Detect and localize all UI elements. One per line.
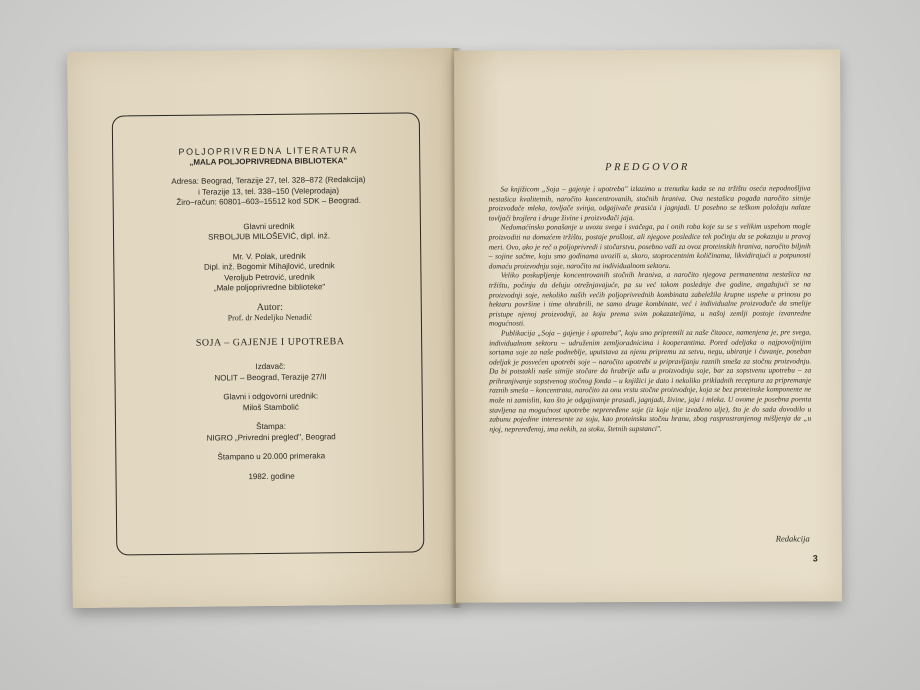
publisher-name: NOLIT – Beograd, Terazije 27/II: [214, 371, 327, 383]
responsible-editor-name: Miloš Stambolić: [242, 402, 299, 412]
responsible-editor-label: Glavni i odgovorni urednik:: [223, 391, 319, 402]
book-title: SOJA – GAJENJE I UPOTREBA: [195, 335, 345, 349]
author-label: Autor:: [256, 301, 283, 313]
page-number: 3: [812, 553, 818, 564]
paragraph: Publikacija „Soja – gajenje i upotreba", koju smo pripremili za naše čitaoce, namenjena je, pre svega, individualnom sektoru – udruženim zemljoradnicima i kooperantima. Pored odeljaka o najpovoljnijim sortama soje za naše podneblje, uputstava za njenu pripremu za setvu, negu, ubiranje i čuvanje, poseban odeljak je posvećen upotrebi soje – naročito upotrebi u pripravljanju raznih smeša za stočnu proizvodnju. Da bi potstakli naše sitnije stočare da hrabrije uđu u proizvodnju soje, bar za sopstvenu upotrebu – za prihranjivanje sopstvenog stočnog fonda – u knjižici je dato i nekoliko prikladnih receptura za pripremanje raznih smeša – koncentrata, naročito za onu vrstu stočne proizvodnje, koja se bez proteinske komponente ne može ni zamisliti, kao što je odgajivanje prasadi, jagnjadi, živine, jaja i mleka. U ovome je posebna poenta stavljena na mogućnost upotrebe nepreređene soje (iz koje nije izvađeno ulje), što je do sada dovodilo u zabunu pojedine interesente za soju, kao proteinsku stočnu hranu, zbog rasprostranjenog mišljenja da „u njoj, nepreređenoj, ima nekih, za stoku, štetnih supstanci".: [489, 327, 812, 434]
imprint-block: [126, 144, 414, 483]
publisher-label: Izdavač:: [255, 361, 286, 372]
paragraph: Veliko poskupljenje koncentrovanih stočnih hraniva, a naročito njegova permanentna nestašica na tržištu, počinju da deluju otrežnjavajuće, pa su već tokom poslednje dve godine, angažujući se na proizvodnji soje, nekoliko naših većih poljoprivrednih kombinata zabeležila krupne uspehe u prinosu po hektaru površine i time ohrabrili, ne samo druge kombinate, već i individualne proizvođače da smelije pristupe njenoj proizvodnji, za koju prema svim pokazateljima, u našoj zemlji postoje izvanredne mogućnosti.: [488, 269, 811, 328]
editor-name: SRBOLJUB MILOŠEVIĆ, dipl. inž.: [208, 231, 330, 242]
foreword-text: [489, 183, 812, 434]
series-name: POLJOPRIVREDNA LITERATURA: [178, 145, 358, 157]
paragraph: Nedomaćinsko ponašanje u uvozu svega i svačega, pa i onih roba koje su se s velikim uspehom mogle proizvoditi na domaćem tržištu, postaje prošlost, ali njegove posledice tek počinju da se pokazuju u pravoj meri. Ovo, ako je reč o poljoprivredi i stočarstvu, posebno važi za ovoz proteinskih hraniva, naročito biljnih – sojine sačme, koju smo godinama uvozili u, skoro, stoprocentnim količinama, likvidirajući u potpunosti domaću proizvodnju soje, naročito na individualnom sektoru.: [488, 221, 811, 271]
library-name: „MALA POLJOPRIVREDNA BIBLIOTEKA": [189, 155, 348, 167]
editor-line: „Male poljoprivredne biblioteke": [213, 282, 326, 293]
paragraph: Sa knjižicom „Soja – gajenje i upotreba" izlazimo u trenutku kada se na tržištu oseća nepodnošljiva nestašica kvalitetnih, naročito koncentrovanih, stočnih hraniva. Ova nestašica pogađa naročito sitnije proizvođače mleka, tovljače svinja, odgajivače prasića i jagnjadi. U posebno se teškom položaju nalaze tovljači brojlera i druge živine i proizvođači jaja.: [488, 183, 811, 223]
signature: Redakcija: [775, 533, 810, 544]
address-line: Žiro–račun: 60801–603–15512 kod SDK – Beograd.: [176, 195, 361, 207]
page-heading: PREDGOVOR: [605, 161, 690, 174]
right-page: [454, 49, 842, 602]
address-line: i Terazije 13, tel. 338–150 (Veleprodaja): [198, 185, 340, 197]
print-run: Štampano u 20.000 primeraka: [217, 451, 326, 462]
editor-line: Veroljub Petrović, urednik: [224, 271, 315, 282]
print-label: Štampa:: [256, 421, 286, 432]
editor-label: Glavni urednik: [243, 221, 295, 231]
author-name: Prof. dr Nedeljko Nenadić: [227, 312, 313, 323]
editor-line: Mr. V. Polak, urednik: [232, 251, 306, 261]
printer-name: NIGRO „Privredni pregled", Beograd: [206, 431, 336, 443]
publication-year: 1982. godine: [248, 471, 295, 481]
address-line: Adresa: Beograd, Terazije 27, tel. 328–872 (Redakcija): [171, 174, 366, 186]
editor-line: Dipl. inž. Bogomir Mihajlović, urednik: [203, 261, 335, 272]
left-page: [67, 48, 461, 608]
